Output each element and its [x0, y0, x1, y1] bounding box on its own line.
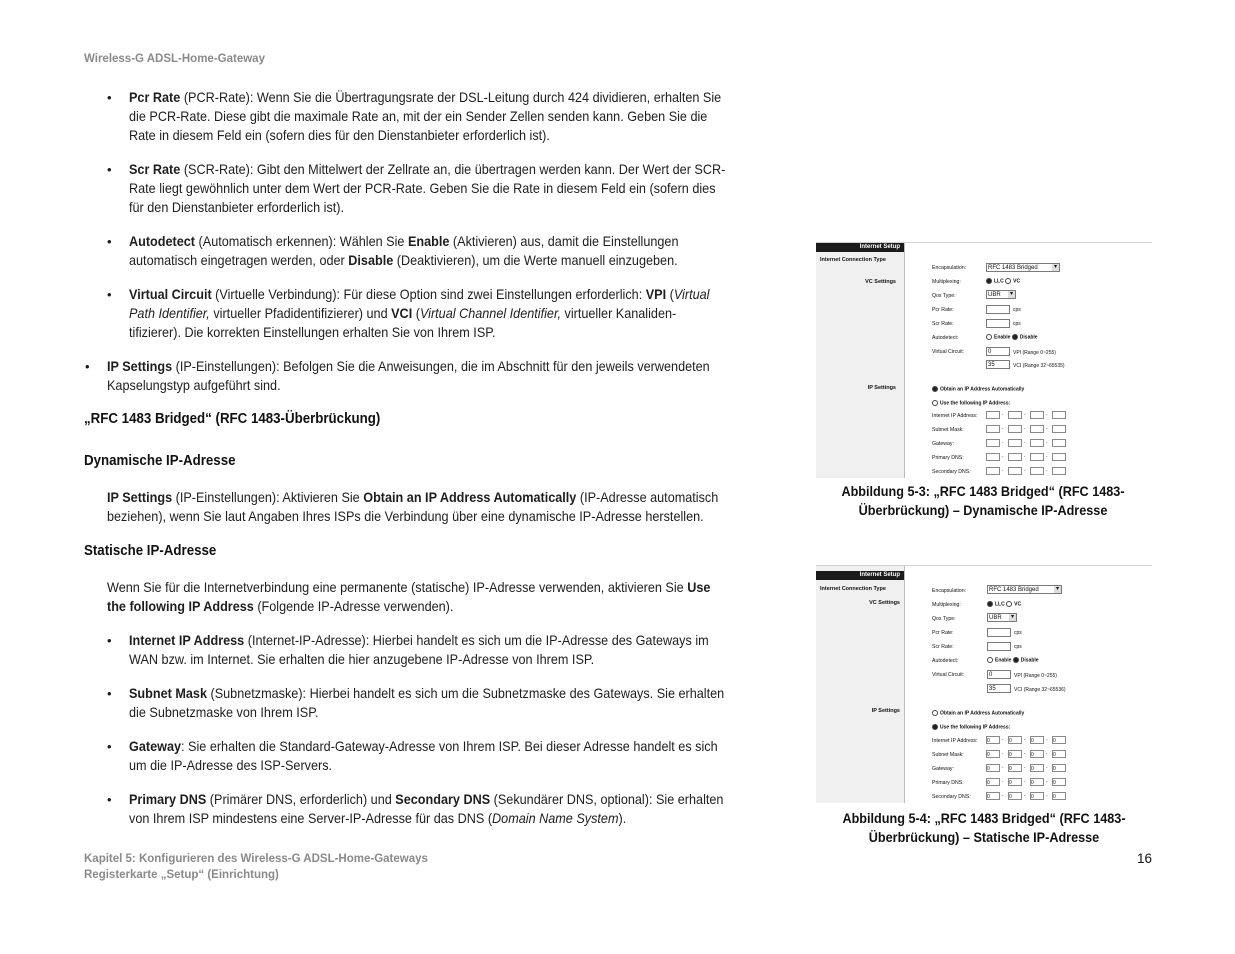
- ip-octet-input[interactable]: 0: [1008, 778, 1022, 786]
- autodetect-radios[interactable]: Enable Disable: [986, 334, 1038, 340]
- radio-icon: [1012, 334, 1018, 340]
- bullet-ip-settings: IP Settings (IP-Einstellungen): Befolgen Sie die Anweisungen, die im Abschnitt für den jeweils verwendeten Kapselungstyp aufgeführt sind.: [107, 359, 710, 393]
- vci-input[interactable]: 35: [987, 684, 1011, 693]
- bullet-marker: •: [107, 792, 112, 807]
- bullet-marker: •: [107, 739, 112, 754]
- ip-separator: .: [1046, 411, 1048, 417]
- heading-rfc-1483-bridged: „RFC 1483 Bridged“ (RFC 1483-Überbrückung): [84, 411, 381, 427]
- bullet-marker: •: [107, 633, 112, 648]
- bullet-virtual-circuit: Virtual Circuit (Virtuelle Verbindung): Für diese Option sind zwei Einstellungen erforderlich: VPI (Virtual Path Identifier, virtueller Pfadidentifizierer) und VCI (Virtual Channel Identifier, virtueller Kanaliden- tifizierer). Die korrekten Einstellungen erhalten Sie von Ihrem ISP.: [129, 287, 710, 340]
- ip-octet-input[interactable]: 0: [1052, 764, 1066, 772]
- ip-octet-input[interactable]: 0: [986, 764, 1000, 772]
- use-following-radio[interactable]: Use the following IP Address:: [932, 400, 1010, 406]
- running-header: Wireless-G ADSL-Home-Gateway: [84, 53, 265, 65]
- figure-static-ip-screenshot: Internet Setup Internet Connection Type VC Settings IP Settings Encapsulation: RFC 1483 Bridged ▾ Multiplexing: LLC VC Qos Type: UBR ▾ Pcr Rate: cps Scr Rate: cps Autodetect: Enable Disable Virtual Circuit: 0 VPI (Range 0~255) 35 VCI (Range 32~65536) Obtain an IP Address Automatically Use the following IP Address: Internet IP Address: Subnet Mask: Gateway: Primary DNS: Secondary DNS: 0 . 0 . 0 . 0 0 . 0 . 0 . 0 0 . 0 . 0 . 0 0 . 0 . 0 . 0 0 . 0 . 0 . 0: [816, 565, 1152, 803]
- pcr-rate-input[interactable]: [987, 628, 1011, 637]
- ip-octet-input[interactable]: [1052, 425, 1066, 433]
- heading-static-ip: Statische IP-Adresse: [84, 543, 217, 559]
- ip-octet-input[interactable]: 0: [986, 792, 1000, 800]
- ip-separator: .: [1002, 764, 1004, 770]
- ip-octet-input[interactable]: 0: [1008, 750, 1022, 758]
- encapsulation-select[interactable]: RFC 1483 Bridged ▾: [987, 585, 1062, 594]
- radio-icon: [987, 601, 993, 607]
- ip-separator: .: [1024, 736, 1026, 742]
- radio-icon: [986, 278, 992, 284]
- ip-separator: .: [1002, 453, 1004, 459]
- bullet-marker: •: [107, 162, 112, 177]
- radio-icon: [986, 334, 992, 340]
- ip-octet-input[interactable]: [1008, 453, 1022, 461]
- ip-separator: .: [1024, 439, 1026, 445]
- ip-octet-input[interactable]: 0: [1052, 778, 1066, 786]
- bullet-subnet-mask: Subnet Mask (Subnetzmaske): Hierbei handelt es sich um die Subnetzmaske des Gateways. Sie erhalten die Subnetzmaske von Ihrem ISP.: [129, 686, 725, 720]
- ip-separator: .: [1024, 764, 1026, 770]
- page-footer: Kapitel 5: Konfigurieren des Wireless-G ADSL-Home-Gateways Registerkarte „Setup“ (Einrichtung): [84, 853, 428, 881]
- bullet-pcr-rate: Pcr Rate (PCR-Rate): Wenn Sie die Übertragungsrate der DSL-Leitung durch 424 dividieren, erhalten Sie die PCR-Rate. Diese gibt die maximale Rate an, mit der ein Sender Zellen senden kann. Geben Sie die Rate in diesem Feld ein (sofern dies für den Dienstanbieter erforderlich ist).: [129, 90, 722, 143]
- ip-octet-input[interactable]: [1008, 439, 1022, 447]
- radio-icon: [1006, 601, 1012, 607]
- ip-octet-input[interactable]: [1008, 411, 1022, 419]
- ip-octet-input[interactable]: 0: [1008, 792, 1022, 800]
- bullet-marker: •: [107, 287, 112, 302]
- vpi-input[interactable]: 0: [986, 347, 1010, 356]
- bullet-marker: •: [85, 359, 90, 374]
- qos-select[interactable]: UBR ▾: [986, 290, 1016, 299]
- radio-icon: [932, 386, 938, 392]
- ip-octet-input[interactable]: 0: [1008, 764, 1022, 772]
- bullet-marker: •: [107, 90, 112, 105]
- paragraph-static-ip: Wenn Sie für die Internetverbindung eine permanente (statische) IP-Adresse verwenden, aktivieren Sie Use the following IP Address (Folgende IP-Adresse verwenden).: [107, 580, 711, 614]
- bullet-scr-rate: Scr Rate (SCR-Rate): Gibt den Mittelwert der Zellrate an, die übertragen werden kann. Der Wert der SCR- Rate liegt gewöhnlich unter dem Wert der PCR-Rate. Geben Sie die Rate in diesem Feld ein (sofern dies für den Dienstanbieter erforderlich ist).: [129, 162, 726, 215]
- radio-icon: [1013, 657, 1019, 663]
- ip-separator: .: [1046, 750, 1048, 756]
- ip-octet-input[interactable]: 0: [1030, 750, 1044, 758]
- ip-separator: .: [1024, 750, 1026, 756]
- ip-octet-input[interactable]: 0: [1030, 792, 1044, 800]
- multiplexing-radios[interactable]: LLC VC: [986, 278, 1020, 284]
- bullet-marker: •: [107, 686, 112, 701]
- ip-separator: .: [1024, 453, 1026, 459]
- multiplexing-radios[interactable]: LLC VC: [987, 601, 1021, 607]
- obtain-auto-radio[interactable]: Obtain an IP Address Automatically: [932, 386, 1024, 392]
- autodetect-radios[interactable]: Enable Disable: [987, 657, 1039, 663]
- radio-icon: [932, 710, 938, 716]
- ip-octet-input[interactable]: [1030, 425, 1044, 433]
- ip-separator: .: [1002, 778, 1004, 784]
- radio-icon: [987, 657, 993, 663]
- figure-caption-5-4: Abbildung 5-4: „RFC 1483 Bridged“ (RFC 1483- Überbrückung) – Statische IP-Adresse: [842, 811, 1126, 845]
- ip-octet-input[interactable]: [1052, 439, 1066, 447]
- ip-separator: .: [1002, 736, 1004, 742]
- use-following-radio[interactable]: Use the following IP Address:: [932, 724, 1010, 730]
- scr-rate-input[interactable]: [986, 319, 1010, 328]
- ip-separator: .: [1002, 792, 1004, 798]
- ip-octet-input[interactable]: 0: [1052, 750, 1066, 758]
- obtain-auto-radio[interactable]: Obtain an IP Address Automatically: [932, 710, 1024, 716]
- ip-octet-input[interactable]: [1030, 467, 1044, 475]
- paragraph-dynamic-ip: IP Settings (IP-Einstellungen): Aktivieren Sie Obtain an IP Address Automatically (IP-Adresse automatisch beziehen), wenn Sie laut Angaben Ihres ISPs die Verbindung über eine dynamische IP-Adresse herstellen.: [107, 490, 719, 524]
- radio-icon: [932, 724, 938, 730]
- ip-separator: .: [1046, 453, 1048, 459]
- bullet-dns: Primary DNS (Primärer DNS, erforderlich) und Secondary DNS (Sekundärer DNS, optional): Sie erhalten von Ihrem ISP mindestens eine Server-IP-Adresse für das DNS (Domain Name System).: [129, 792, 724, 826]
- bullet-gateway: Gateway: Sie erhalten die Standard-Gateway-Adresse von Ihrem ISP. Bei dieser Adresse handelt es sich um die IP-Adresse des ISP-Servers.: [129, 739, 718, 773]
- vpi-input[interactable]: 0: [987, 670, 1011, 679]
- heading-dynamic-ip: Dynamische IP-Adresse: [84, 453, 236, 469]
- ip-octet-input[interactable]: 0: [986, 736, 1000, 744]
- ip-separator: .: [1046, 764, 1048, 770]
- ip-octet-input[interactable]: 0: [986, 750, 1000, 758]
- scr-rate-input[interactable]: [987, 642, 1011, 651]
- ip-separator: .: [1046, 439, 1048, 445]
- ip-octet-input[interactable]: [1008, 467, 1022, 475]
- ip-separator: .: [1002, 467, 1004, 473]
- term: Pcr Rate: [129, 90, 181, 105]
- ip-separator: .: [1002, 750, 1004, 756]
- ip-separator: .: [1002, 411, 1004, 417]
- vci-input[interactable]: 35: [986, 360, 1010, 369]
- ip-octet-input[interactable]: [1052, 453, 1066, 461]
- ip-octet-input[interactable]: 0: [1008, 736, 1022, 744]
- ip-octet-input[interactable]: [1030, 453, 1044, 461]
- ip-octet-input[interactable]: 0: [986, 778, 1000, 786]
- figure-caption-5-3: Abbildung 5-3: „RFC 1483 Bridged“ (RFC 1483- Überbrückung) – Dynamische IP-Adresse: [841, 484, 1125, 518]
- ip-separator: .: [1046, 736, 1048, 742]
- encapsulation-select[interactable]: RFC 1483 Bridged ▾: [986, 263, 1060, 272]
- figure-dynamic-ip-screenshot: Internet Setup Internet Connection Type VC Settings IP Settings Encapsulation: RFC 1483 Bridged ▾ Multiplexing: LLC VC Qos Type: UBR ▾ Pcr Rate: cps Scr Rate: cps Autodetect: Enable Disable Virtual Circuit: 0 VPI (Range 0~255) 35 VCI (Range 32~65535) Obtain an IP Address Automatically Use the following IP Address: Internet IP Address: Subnet Mask: Gateway: Primary DNS: Secondary DNS: . . . . . . . . . . . . . . .: [816, 242, 1152, 478]
- ip-octet-input[interactable]: [986, 467, 1000, 475]
- ip-separator: .: [1024, 467, 1026, 473]
- ip-separator: .: [1002, 439, 1004, 445]
- ip-separator: .: [1024, 778, 1026, 784]
- bullet-autodetect: Autodetect (Automatisch erkennen): Wählen Sie Enable (Aktivieren) aus, damit die Einstellungen automatisch eingetragen werden, oder Disable (Deaktivieren), um die Werte manuell einzugeben.: [129, 234, 679, 268]
- ip-octet-input[interactable]: [986, 453, 1000, 461]
- ip-separator: .: [1046, 425, 1048, 431]
- ip-octet-input[interactable]: 0: [1030, 764, 1044, 772]
- ip-separator: .: [1024, 425, 1026, 431]
- ip-octet-input[interactable]: [1052, 467, 1066, 475]
- qos-select[interactable]: UBR ▾: [987, 613, 1017, 622]
- ip-separator: .: [1024, 792, 1026, 798]
- bullet-marker: •: [107, 234, 112, 249]
- bullet-internet-ip-address: Internet IP Address (Internet-IP-Adresse): Hierbei handelt es sich um die IP-Adresse des Gateways im WAN bzw. im Internet. Sie erhalten die hier anzugebene IP-Adresse von Ihrem ISP.: [129, 633, 709, 667]
- ip-octet-input[interactable]: 0: [1052, 736, 1066, 744]
- ip-octet-input[interactable]: [986, 411, 1000, 419]
- ip-separator: .: [1024, 411, 1026, 417]
- ip-octet-input[interactable]: [1052, 411, 1066, 419]
- radio-icon: [1005, 278, 1011, 284]
- ip-separator: .: [1046, 792, 1048, 798]
- ip-octet-input[interactable]: [1030, 411, 1044, 419]
- pcr-rate-input[interactable]: [986, 305, 1010, 314]
- radio-icon: [932, 400, 938, 406]
- ip-octet-input[interactable]: [986, 425, 1000, 433]
- ip-octet-input[interactable]: 0: [1030, 778, 1044, 786]
- ip-octet-input[interactable]: [1030, 439, 1044, 447]
- ip-separator: .: [1046, 467, 1048, 473]
- ip-separator: .: [1046, 778, 1048, 784]
- ip-octet-input[interactable]: [986, 439, 1000, 447]
- page-number: 16: [1137, 851, 1153, 866]
- ip-octet-input[interactable]: [1008, 425, 1022, 433]
- ip-octet-input[interactable]: 0: [1052, 792, 1066, 800]
- ip-octet-input[interactable]: 0: [1030, 736, 1044, 744]
- ip-separator: .: [1002, 425, 1004, 431]
